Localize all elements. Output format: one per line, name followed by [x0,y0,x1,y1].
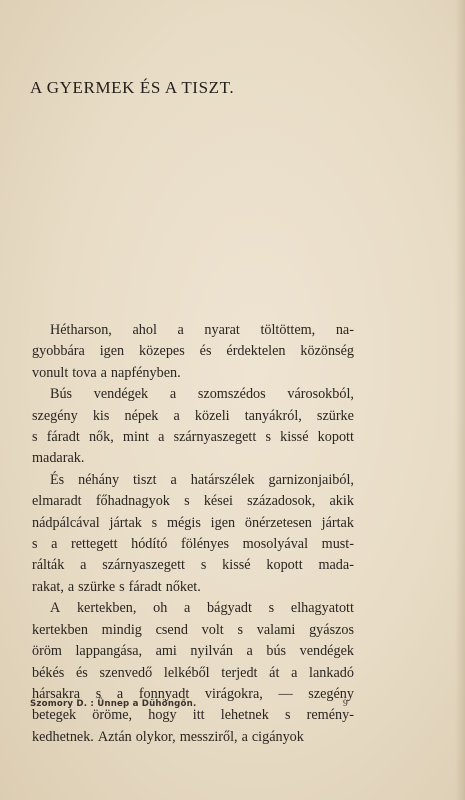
word: a [246,643,253,660]
word: akik [329,493,354,510]
word: s [151,514,158,531]
word: töltöttem, [260,322,316,338]
word: lankadó [309,664,354,681]
text-line [32,448,354,469]
word: napfényben. [110,364,181,381]
text-line [32,320,354,341]
word: elhagyatott [290,600,354,617]
word: rakat, [32,578,64,595]
word: a [116,685,124,702]
word: mosolyával [242,536,309,553]
word: s [95,685,102,702]
word: a [158,429,165,446]
word: és [75,664,88,681]
body-text [32,320,354,748]
word: Aztán [97,728,132,745]
paragraph [32,598,354,748]
word: Bús [50,386,73,403]
text-line [32,406,354,427]
word: kertekben [32,621,88,638]
word: madarak. [32,450,85,467]
word: a [184,600,191,617]
word: mada- [318,557,354,574]
word: s [265,429,271,446]
word: szürke [316,407,354,424]
word: a [173,407,180,424]
word: kopott [266,557,303,574]
word: fölényes [180,536,230,553]
word: népek [124,407,159,424]
word: érdektelen [226,343,286,360]
word: kissé [222,557,251,574]
word: rálták [32,557,65,574]
word: a [170,471,177,488]
text-line [32,555,354,576]
word: fáradt [128,578,162,595]
word: át [269,664,280,681]
word: tiszt [132,471,157,488]
word: mindig [101,621,142,638]
word: a [80,557,87,574]
word: A [50,600,61,617]
paragraph [32,384,354,470]
word: vonult [32,364,69,381]
word: hódító [131,536,168,553]
word: lelkéből [163,664,210,681]
text-line [32,513,354,534]
word: határszélek [190,471,255,488]
word: elmaradt [32,493,82,510]
word: nyarat [204,322,240,338]
word: mint [122,429,149,446]
word: És [50,471,65,488]
text-line [32,641,354,662]
word: s [284,707,291,724]
word: s [200,557,207,574]
word: fonnyadt [138,685,190,702]
word: kopott [317,429,354,446]
text-line [32,598,354,619]
word: szárnyaszegett [102,557,185,574]
word: betegek [32,707,77,724]
text-line [32,534,354,555]
chapter-title: A GYERMEK ÉS A TISZT. [30,78,235,97]
word: messziről, [179,728,238,745]
word: a [291,664,298,681]
word: rettegett [71,536,118,553]
word: vendégek [299,643,354,660]
word: must- [321,536,354,553]
word: Hétharson, [50,322,112,338]
word: garnizonjaiból, [268,471,354,488]
text-line [32,663,354,684]
word: itt [192,707,205,724]
word: kései [203,493,233,510]
text-line [32,384,354,405]
word: közönség [300,343,354,360]
word: — [278,685,293,702]
word: békés [32,664,65,681]
page-footer [30,699,348,709]
word: s [268,600,275,617]
word: volt [201,621,224,638]
word: gyászos [309,621,354,638]
word: tova [72,364,97,381]
word: fáradt [46,429,80,446]
text-line [32,577,354,598]
word: nyilván [190,643,233,660]
word: főhadnagyok [95,493,170,510]
word: néhány [78,471,120,488]
word: s [32,536,38,553]
word: a [169,386,177,403]
paragraph [32,470,354,598]
word: és [199,343,212,360]
text-line [32,491,354,512]
footer-book-citation: Szomory D. : Ünnep a Dühöngőn. [30,699,197,709]
word: nádpálcával [32,514,100,531]
word: ami [155,643,177,660]
word: a [177,322,184,338]
word: gyobbára [32,343,85,360]
text-line [32,620,354,641]
word: lappangása, [75,643,143,660]
word: bús [266,643,287,660]
word: öröm [32,643,62,660]
word: s [184,493,190,510]
word: ahol [132,322,157,338]
word: s [237,621,243,638]
word: kissé [280,429,309,446]
word: s [32,429,38,446]
word: igen [99,343,125,360]
word: szegény [308,685,354,702]
word: lehetnek [220,707,269,724]
word: nők, [88,429,114,446]
word: kertekben, [76,600,137,617]
word: hogy [148,707,177,724]
word: igen [210,514,236,531]
word: vendégek [93,386,149,403]
word: a [67,578,75,595]
word: századosok, [247,493,316,510]
word: olykor, [135,728,176,745]
word: közepes [139,343,185,360]
word: mégis [166,514,201,531]
word: közeli [194,407,230,424]
word: a [241,728,248,745]
word: szürke [78,578,116,595]
text-line [32,727,354,748]
word: tanyákról, [244,407,302,424]
page-number: 9 [343,699,348,709]
word: nőket. [165,578,201,595]
word: hársakra [32,685,81,702]
word: a [100,364,107,381]
word: kedhetnek. [32,728,94,745]
word: valami [256,621,296,638]
word: bágyadt [207,600,252,617]
word: jártak [321,514,354,531]
word: csend [155,621,188,638]
word: na- [335,322,354,338]
word: szomszédos [197,386,266,403]
paragraph [32,320,354,384]
text-line [32,363,354,384]
word: s [119,578,125,595]
word: a [51,536,58,553]
word: oh [153,600,168,617]
word: terjedt [221,664,258,681]
word: szárnyaszegett [173,429,257,446]
word: szegény [32,407,78,424]
word: önérzetesen [244,514,312,531]
word: remény- [306,707,354,724]
word: cigányok [251,728,304,745]
text-line [32,470,354,491]
word: kis [92,407,110,424]
word: virágokra, [204,685,263,702]
word: szenvedő [99,664,153,681]
word: jártak [109,514,142,531]
text-line [32,341,354,362]
text-line [32,427,354,448]
word: városokból, [287,386,354,403]
word: öröme, [92,707,133,724]
